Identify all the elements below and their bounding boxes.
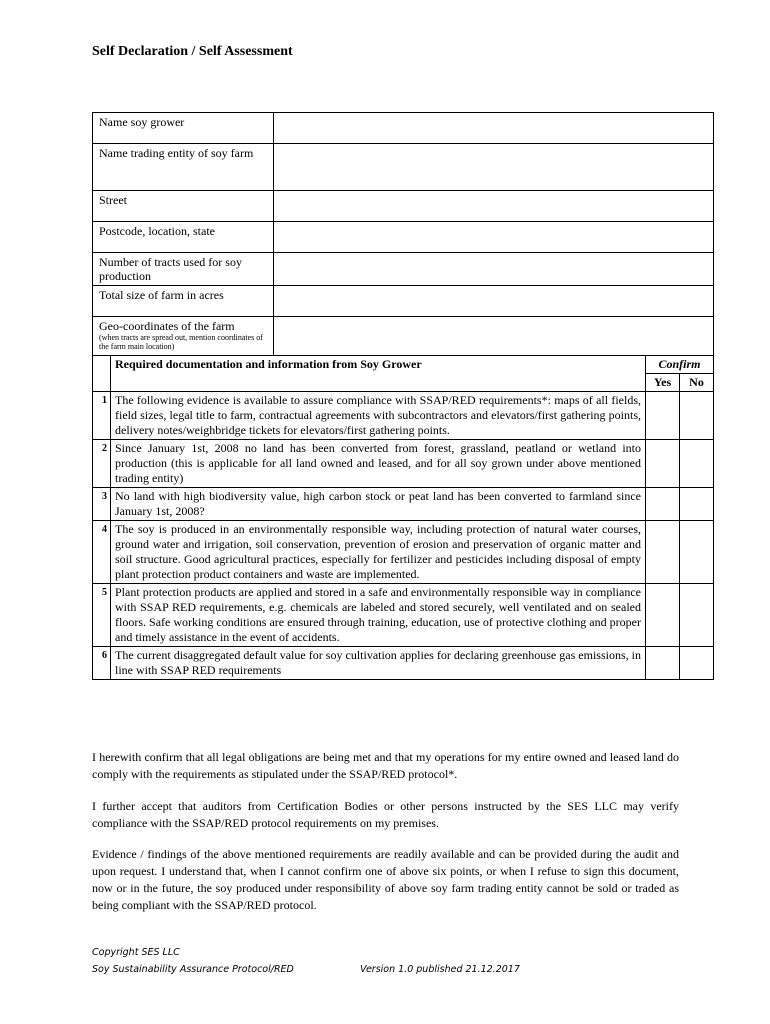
- trading-entity-field[interactable]: [274, 144, 714, 191]
- grower-name-field[interactable]: [274, 113, 714, 144]
- yes-checkbox[interactable]: [646, 440, 680, 488]
- page-title: Self Declaration / Self Assessment: [92, 44, 293, 59]
- num-header: [93, 356, 111, 392]
- item-number: 6: [93, 647, 111, 680]
- postcode-field[interactable]: [274, 222, 714, 253]
- info-label: Number of tracts used for soy production: [93, 253, 274, 286]
- yes-header: Yes: [646, 374, 680, 392]
- item-number: 1: [93, 392, 111, 440]
- footer-version: Version 1.0 published 21.12.2017: [360, 964, 520, 975]
- info-label: Postcode, location, state: [93, 222, 274, 253]
- info-label: Name soy grower: [93, 113, 274, 144]
- requirement-text: Since January 1st, 2008 no land has been converted from forest, grassland, peatland or wetland into production (this is applicable for all land owned and leased, and for all soy grown under above mentioned trading entity): [111, 440, 646, 488]
- requirements-table: [92, 355, 714, 680]
- item-number: 5: [93, 584, 111, 647]
- evidence-paragraph: Evidence / findings of the above mentioned requirements are readily available and can be provided during the audit and upon request. I understand that, when I cannot confirm one of above six points, or when I refuse to sign this document, now or in the future, the soy produced under responsibility of above soy farm trading entity cannot be sold or traded as being compliant with the SSAP/RED protocol.: [92, 847, 679, 912]
- requirement-text: Plant protection products are applied and stored in a safe and environmentally responsible way in compliance with SSAP RED requirements, e.g. chemicals are labeled and stored securely, well ventilated and on sealed floors. Safe working conditions are ensured through training, education, use of protective clothing and proper and timely assistance in the event of accidents.: [111, 584, 646, 647]
- item-number: 2: [93, 440, 111, 488]
- geo-coordinates-field[interactable]: [274, 317, 714, 356]
- requirements-header: Required documentation and information from Soy Grower: [111, 356, 646, 392]
- confirmation-paragraph: I herewith confirm that all legal obligations are being met and that my operations for my entire owned and leased land do comply with the requirements as stipulated under the SSAP/RED protocol*.: [92, 750, 679, 781]
- yes-checkbox[interactable]: [646, 521, 680, 584]
- tracts-field[interactable]: [274, 253, 714, 286]
- yes-checkbox[interactable]: [646, 584, 680, 647]
- requirement-text: The following evidence is available to assure compliance with SSAP/RED requirements*: maps of all fields, field sizes, legal title to farm, contractual agreements with subcontractors and elevators/first gathering points, delivery notes/weighbridge tickets for elevators/first gathering points.: [111, 392, 646, 440]
- auditor-paragraph: I further accept that auditors from Certification Bodies or other persons instructed by the SES LLC may verify compliance with the SSAP/RED protocol requirements on my premises.: [92, 799, 679, 830]
- no-checkbox[interactable]: [680, 392, 714, 440]
- no-checkbox[interactable]: [680, 647, 714, 680]
- info-label: Name trading entity of soy farm: [93, 144, 274, 191]
- confirm-header: Confirm: [646, 356, 714, 374]
- footer-copyright: Copyright SES LLC: [92, 947, 180, 958]
- no-checkbox[interactable]: [680, 584, 714, 647]
- info-note: (when tracts are spread out, mention coordinates of the farm main location): [99, 333, 263, 351]
- yes-checkbox[interactable]: [646, 647, 680, 680]
- no-header: No: [680, 374, 714, 392]
- geo-label-cell: [93, 317, 274, 356]
- no-checkbox[interactable]: [680, 521, 714, 584]
- street-field[interactable]: [274, 191, 714, 222]
- requirement-text: The soy is produced in an environmentally responsible way, including protection of natural water courses, ground water and irrigation, soil conservation, prevention of erosion and preservation of organic matter and soil structure. Good agricultural practices, especially for fertilizer and pesticides including disposal of empty plant protection product containers and waste are implemented.: [111, 521, 646, 584]
- item-number: 4: [93, 521, 111, 584]
- requirement-text: The current disaggregated default value for soy cultivation applies for declaring greenhouse gas emissions, in line with SSAP RED requirements: [111, 647, 646, 680]
- grower-info-table: [92, 112, 714, 356]
- info-label: Total size of farm in acres: [93, 286, 274, 317]
- requirement-text: No land with high biodiversity value, high carbon stock or peat land has been converted to farmland since January 1st, 2008?: [111, 488, 646, 521]
- no-checkbox[interactable]: [680, 488, 714, 521]
- no-checkbox[interactable]: [680, 440, 714, 488]
- footer-protocol: Soy Sustainability Assurance Protocol/RED: [92, 964, 294, 975]
- farm-size-field[interactable]: [274, 286, 714, 317]
- yes-checkbox[interactable]: [646, 392, 680, 440]
- yes-checkbox[interactable]: [646, 488, 680, 521]
- info-label: Street: [93, 191, 274, 222]
- item-number: 3: [93, 488, 111, 521]
- info-label: Geo-coordinates of the farm: [99, 319, 235, 333]
